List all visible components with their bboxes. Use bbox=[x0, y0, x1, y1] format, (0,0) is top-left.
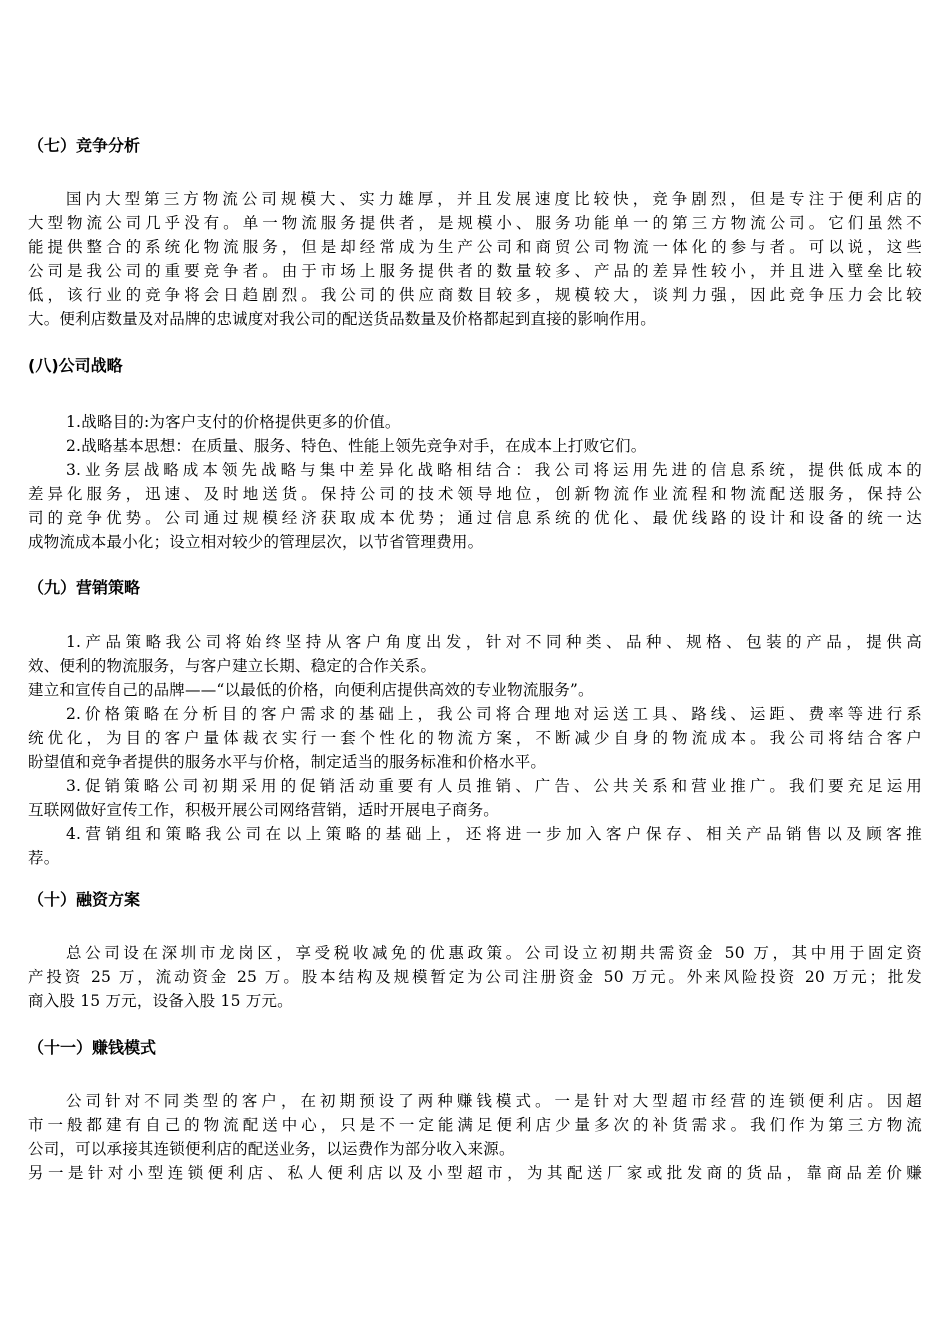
text-line: 市一般都建有自己的物流配送中心，只是不一定能满足便利店少量多次的补货需求。我们作为第三方物流 bbox=[28, 1116, 922, 1134]
text-line: 1.产品策略我公司将始终坚持从客户角度出发，针对不同种类、品种、规格、包装的产品，提供高 bbox=[66, 633, 922, 651]
text-line: 大型物流公司几乎没有。单一物流服务提供者，是规模小、服务功能单一的第三方物流公司。它们虽然不 bbox=[28, 214, 922, 232]
text-line: 荐。 bbox=[28, 849, 60, 867]
text-line: 国内大型第三方物流公司规模大、实力雄厚，并且发展速度比较快，竞争剧烈，但是专注于便利店的 bbox=[66, 190, 922, 208]
text-line: 建立和宣传自己的品牌——“以最低的价格，向便利店提供高效的专业物流服务”。 bbox=[28, 681, 594, 699]
text-line: 统优化，为目的客户量体裁衣实行一套个性化的物流方案，不断减少自身的物流成本。我公司将结合客户 bbox=[28, 729, 922, 747]
text-line: 产投资 25 万，流动资金 25 万。股本结构及规模暂定为公司注册资金 50 万元。外来风险投资 20 万元；批发 bbox=[28, 968, 922, 986]
section-heading-strategy: (八)公司战略 bbox=[28, 356, 123, 375]
text-line: 成物流成本最小化；设立相对较少的管理层次，以节省管理费用。 bbox=[28, 533, 484, 551]
text-line: 盼望值和竞争者提供的服务水平与价格，制定适当的服务标准和价格水平。 bbox=[28, 753, 547, 771]
text-line: 4.营销组和策略我公司在以上策略的基础上，还将进一步加入客户保存、相关产品销售以及顾客推 bbox=[66, 825, 922, 843]
text-line: 效、便利的物流服务，与客户建立长期、稳定的合作关系。 bbox=[28, 657, 437, 675]
text-line: 大。便利店数量及对品牌的忠诚度对我公司的配送货品数量及价格都起到直接的影响作用。 bbox=[28, 310, 657, 328]
text-line: 1.战略目的:为客户支付的价格提供更多的价值。 bbox=[66, 413, 401, 431]
text-line: 低，该行业的竞争将会日趋剧烈。我公司的供应商数目较多，规模较大，谈判力强，因此竞争压力会比较 bbox=[28, 286, 922, 304]
text-line: 能提供整合的系统化物流服务，但是却经常成为生产公司和商贸公司物流一体化的参与者。可以说，这些 bbox=[28, 238, 922, 256]
paragraph-strategy bbox=[28, 410, 922, 554]
text-line: 商入股 15 万元，设备入股 15 万元。 bbox=[28, 992, 293, 1010]
text-line: 总公司设在深圳市龙岗区，享受税收减免的优惠政策。公司设立初期共需资金 50 万，其中用于固定资 bbox=[66, 944, 922, 962]
text-line: 公司，可以承接其连锁便利店的配送业务，以运费作为部分收入来源。 bbox=[28, 1140, 515, 1158]
paragraph-competition bbox=[28, 187, 922, 331]
section-heading-financing: （十）融资方案 bbox=[28, 890, 141, 909]
text-line: 2.价格策略在分析目的客户需求的基础上，我公司将合理地对运送工具、路线、运距、费率等进行系 bbox=[66, 705, 922, 723]
text-line: 司的竞争优势。公司通过规模经济获取成本优势；通过信息系统的优化、最优线路的设计和设备的统一达 bbox=[28, 509, 922, 527]
text-line: 2.战略基本思想：在质量、服务、特色、性能上领先竞争对手，在成本上打败它们。 bbox=[66, 437, 647, 455]
text-line: 3.促销策略公司初期采用的促销活动重要有人员推销、广告、公共关系和营业推广。我们要充足运用 bbox=[66, 777, 922, 795]
paragraph-profit bbox=[28, 1089, 922, 1185]
text-line: 另一是针对小型连锁便利店、私人便利店以及小型超市，为其配送厂家或批发商的货品，靠商品差价赚 bbox=[28, 1164, 922, 1182]
text-line: 3.业务层战略成本领先战略与集中差异化战略相结合：我公司将运用先进的信息系统，提供低成本的 bbox=[66, 461, 922, 479]
paragraph-financing bbox=[28, 941, 922, 1013]
section-heading-profit: （十一）赚钱模式 bbox=[28, 1038, 157, 1057]
text-line: 公司针对不同类型的客户，在初期预设了两种赚钱模式。一是针对大型超市经营的连锁便利店。因超 bbox=[66, 1092, 922, 1110]
text-line: 差异化服务，迅速、及时地送货。保持公司的技术领导地位，创新物流作业流程和物流配送服务，保持公 bbox=[28, 485, 922, 503]
section-heading-marketing: （九）营销策略 bbox=[28, 578, 141, 597]
text-line: 互联网做好宣传工作，积极开展公司网络营销，适时开展电子商务。 bbox=[28, 801, 500, 819]
text-line: 公司是我公司的重要竞争者。由于市场上服务提供者的数量较多、产品的差异性较小，并且进入壁垒比较 bbox=[28, 262, 922, 280]
section-heading-competition: （七）竞争分析 bbox=[28, 136, 141, 155]
paragraph-marketing bbox=[28, 630, 922, 870]
